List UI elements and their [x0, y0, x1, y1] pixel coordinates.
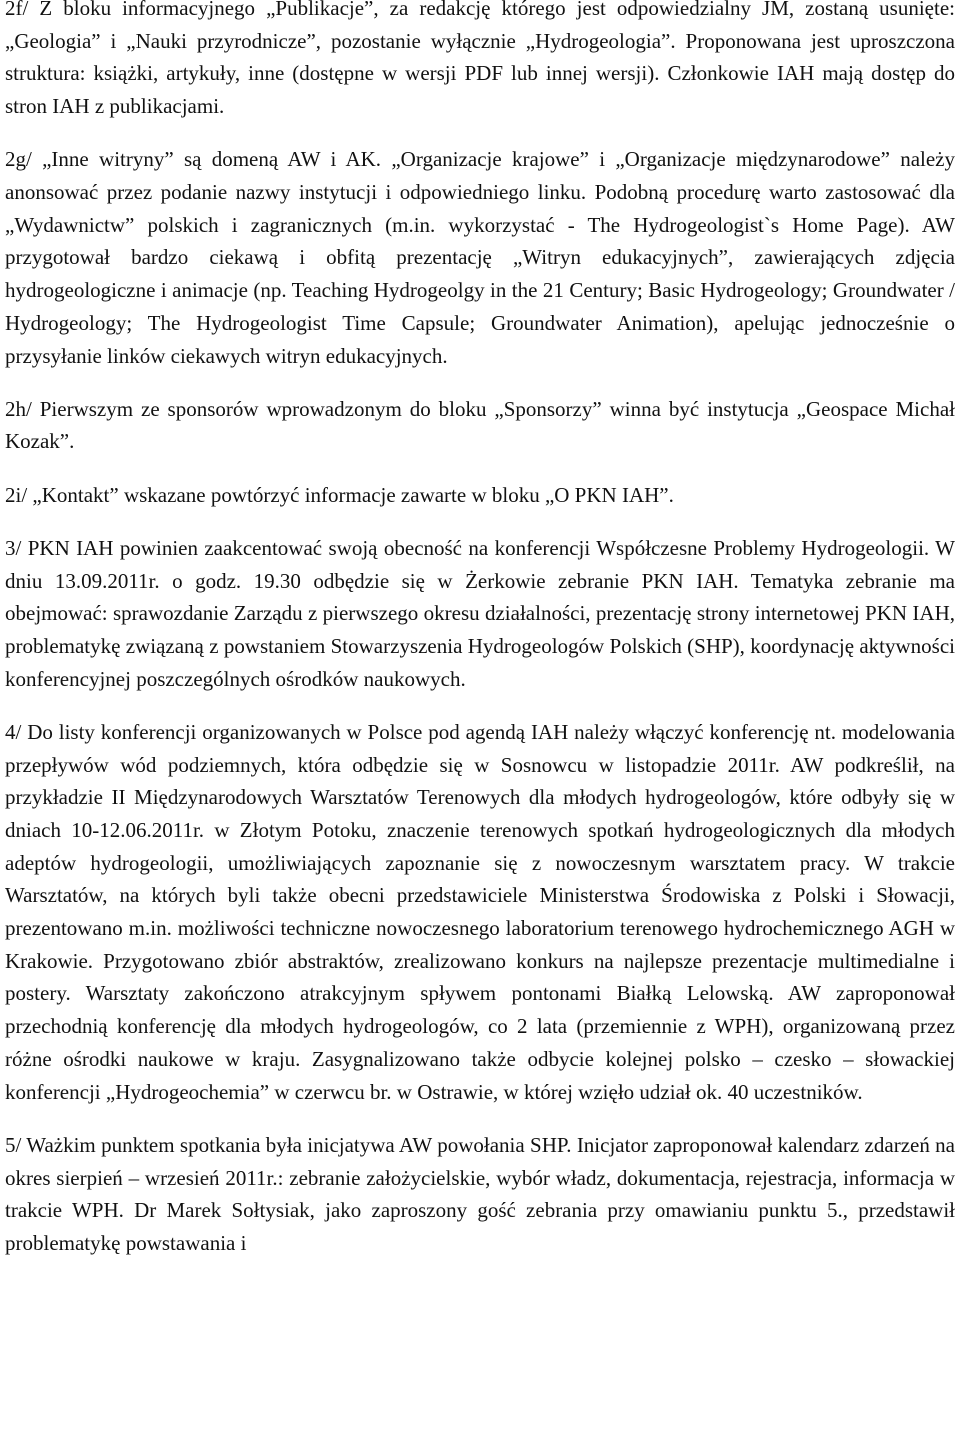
paragraph-2i: 2i/ „Kontakt” wskazane powtórzyć informacje zawarte w bloku „O PKN IAH”.	[5, 482, 674, 507]
paragraph-4: 4/ Do listy konferencji organizowanych w Polsce pod agendą IAH należy włączyć konferencję nt. modelowania przepływów wód podziemnych, która odbędzie się w Sosnowcu w listopadzie 2011r. AW podkreślił, na przykładzie II Międzynarodowych Warsztatów Terenowych dla młodych hydrogeologów, które odbyły się w dniach 10-12.06.2011r. w Złotym Potoku, znaczenie terenowych spotkań hydrogeologicznych dla młodych adeptów hydrogeologii, umożliwiających zapoznanie się z nowoczesnym warsztatem pracy. W trakcie Warsztatów, na których byli także obecni przedstawiciele Ministerstwa Środowiska z Polski i Słowacji, prezentowano m.in. możliwości techniczne nowoczesnego laboratorium terenowego hydrochemicznego AGH w Krakowie. Przygotowano zbiór abstraktów, zrealizowano konkurs na najlepsze prezentacje multimedialne i postery. Warsztaty zakończono atrakcyjnym spływem pontonami Białką Lelowską. AW zaproponował przechodnią konferencję dla młodych hydrogeologów, co 2 lata (przemiennie z WPH), organizowaną przez różne ośrodki naukowe w kraju. Zasygnalizowano także odbycie kolejnej polsko – czesko – słowackiej konferencji „Hydrogeochemia” w czerwcu br. w Ostrawie, w której wzięło udział ok. 40 uczestników.	[5, 719, 955, 1104]
paragraph-2g: 2g/ „Inne witryny” są domeną AW i AK. „Organizacje krajowe” i „Organizacje międzynarodowe” należy anonsować przez podanie nazwy instytucji i odpowiedniego linku. Podobną procedurę warto zastosować dla „Wydawnictw” polskich i zagranicznych (m.in. wykorzystać - The Hydrogeologist`s Home Page). AW przygotował bardzo ciekawą i obfitą prezentację „Witryn edukacyjnych”, zawierających zdjęcia hydrogeologiczne i animacje (np. Teaching Hydrogeolgy in the 21 Century; Basic Hydrogeology; Groundwater / Hydrogeology; The Hydrogeologist Time Capsule; Groundwater Animation), apelując jednocześnie o przysyłanie linków ciekawych witryn edukacyjnych.	[5, 147, 955, 368]
paragraph-2h: 2h/ Pierwszym ze sponsorów wprowadzonym do bloku „Sponsorzy” winna być instytucja „Geospace Michał Kozak”.	[5, 396, 955, 454]
paragraph-2f: 2f/ Z bloku informacyjnego „Publikacje”, za redakcję którego jest odpowiedzialny JM, zostaną usunięte: „Geologia” i „Nauki przyrodnicze”, pozostanie wyłącznie „Hydrogeologia”. Proponowana jest uproszczona struktura: książki, artykuły, inne (dostępne w wersji PDF lub innej wersji). Członkowie IAH mają dostęp do stron IAH z publikacjami.	[5, 0, 955, 119]
paragraph-3: 3/ PKN IAH powinien zaakcentować swoją obecność na konferencji Współczesne Problemy Hydrogeologii. W dniu 13.09.2011r. o godz. 19.30 odbędzie się w Żerkowie zebranie PKN IAH. Tematyka zebranie ma obejmować: sprawozdanie Zarządu z pierwszego okresu działalności, prezentację strony internetowej PKN IAH, problematykę związaną z powstaniem Stowarzyszenia Hydrogeologów Polskich (SHP), koordynację aktywności konferencyjnej poszczególnych ośrodków naukowych.	[5, 535, 955, 691]
paragraph-5: 5/ Ważkim punktem spotkania była inicjatywa AW powołania SHP. Inicjator zaproponował kalendarz zdarzeń na okres sierpień – wrzesień 2011r.: zebranie założycielskie, wybór władz, dokumentacja, rejestracja, informacja w trakcie WPH. Dr Marek Sołtysiak, jako zaproszony gość zebrania przy omawianiu punktu 5., przedstawił problematykę powstawania i	[5, 1132, 955, 1255]
